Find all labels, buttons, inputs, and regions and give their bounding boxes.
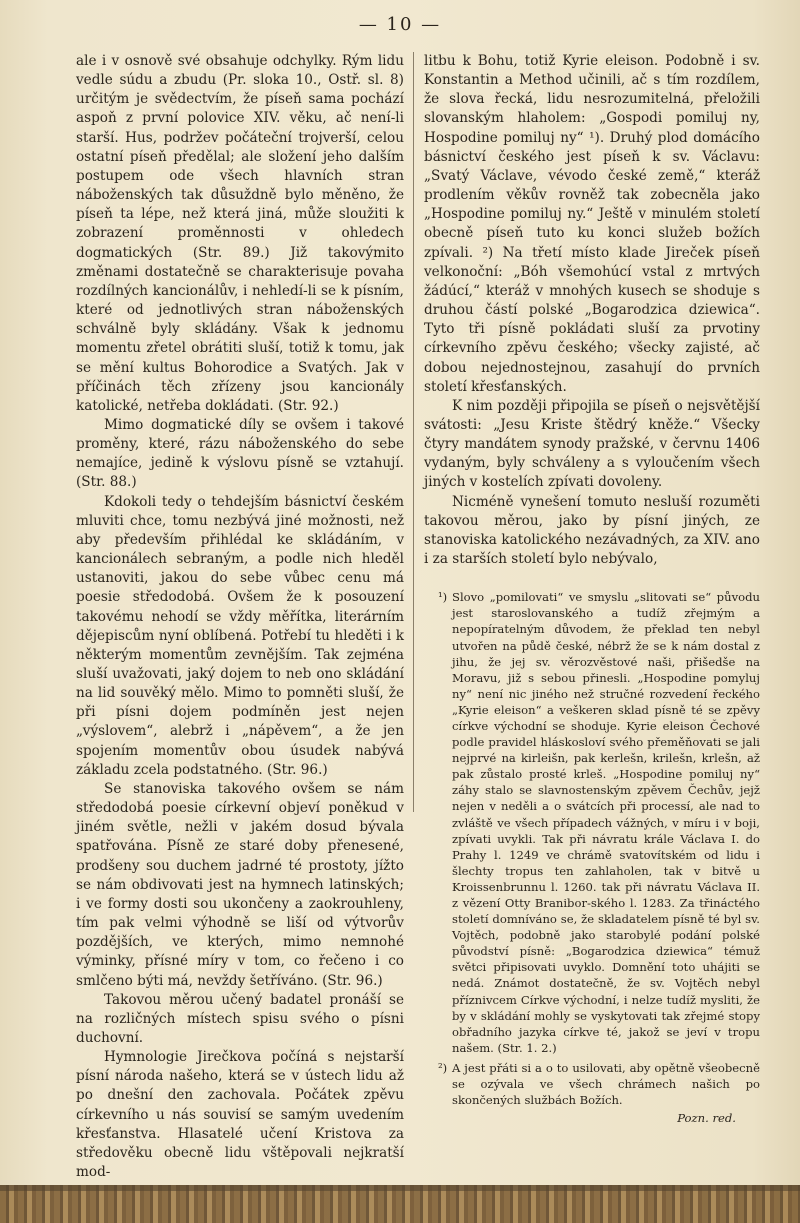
editor-signature: Pozn. red.: [677, 1111, 736, 1126]
paragraph: Hymnologie Jirečkova počíná s nejstarší písní národa našeho, která se v ústech lidu až po dnešní den zachovala. Počátek zpěvu církevního u nás souvisí se samým uvedením křesťanstva. Hlasatelé učení Kristova za středověku obecně lidu vštěpovali nejkratší mod-: [76, 1049, 404, 1181]
page-number: — 10 —: [358, 14, 442, 35]
footnote: [424, 1060, 760, 1108]
footnote-text: Slovo „pomilovati“ ve smyslu „slitovati se“ původu jest staroslovanského a tudíž zřejmým a nepopíratelným důvodem, že překlad ten nebyl utvořen na půdě české, nébrž že se k nám dostal z jihu, že jej sv. věrozvěstové naši, přišedše na Moravu, již s sebou přinesli. „Hospodine pomyluj ny“ není nic jiného než stručné rozvedení řeckého „Kyrie eleison“ a veškeren sklad písně té se zpěvy církve východní se shoduje. Kyrie eleison Čechové podle pravidel hláskosloví svého přeměňovati se jali nejprvé na kirleišn, pak kerlešn, krilešn, krlešn, až pak zůstalo prosté krleš. „Hospodine pomiluj ny“ záhy stalo se slavnostenským zpěvem Čechův, jejž nejen v neděli a o svátcích při processí, ale nad to zvláště ve všech případech vážných, v míru i v boji, zpívati uvykli. Tak při návratu krále Václava I. do Prahy l. 1249 ve chrámě svatovítském od lidu i šlechty tropus ten zahlaholen, tak v bitvě u Kroissenbrunnu l. 1260. tak při návratu Václava II. z vězení Otty Branibor-ského l. 1283. Za třináctého století domníváno se, že skladatelem písně té byl sv. Vojtěch, podobně jako starobylé podání polské původství písně: „Bogarodzica dziewica“ témuž světci připisovati uvyklo. Domnění toto uhájiti se nedá. Známot dostatečně, že sv. Vojtěch nebyl příznivcem Církve východní, i nelze tudíž mysliti, že by v skládání mohly se vyskytovati tak zřejmé stopy obřadního jazyka církve té, jakož se jeví v tropu našem. (Str. 1. 2.): [452, 590, 760, 1055]
right-column: [424, 52, 760, 1126]
paragraph: ale i v osnově své obsahuje odchylky. Rým lidu vedle súdu a zbudu (Pr. sloka 10., Ostř. sl. 8) určitým je svědectvím, že píseň sama pochází aspoň z první polovice XIV. věku, ač není-li starší. Hus, podržev počáteční trojverší, celou ostatní píseň předělal; ale složení jeho dalším postupem ode všech hlavních stran náboženských tak důsuždně bylo měněno, že píseň ta lépe, než která jiná, může sloužiti k zobrazení proměnnosti v ohledech dogmatických (Str. 89.) Již takovýmito změnami dostatečně se charakterisuje povaha rozdílných kancionálův, i nehledí-li se k písním, které od jednotlivých stran náboženských schválně byly skládány. Však k jednomu momentu zřetel obrátiti sluší, totiž k tomu, jak se mění kultus Bohorodice a Svatých. Jak v příčinách těch zřízeny jsou kancionály katolické, netřeba dokládati. (Str. 92.): [76, 53, 404, 414]
paragraph: Se stanoviska takového ovšem se nám středodobá poesie církevní objeví poněkud v jiném světle, nežli v jakém dosud bývala spatřována. Písně ze staré doby přenesené, prodšeny sou duchem jadrné té prostoty, jížto se nám obdivovati jest na hymnech latinských; i ve formy dosti sou ukončeny a zaokrouhleny, tím pak velmi výhodně se liší od výtvorův pozdějších, ve kterých, mimo nemnohé výminky, přísné míry v tom, co řečeno i co smlčeno býti má, nevždy šetříváno. (Str. 96.): [76, 780, 404, 989]
page-edge-border: [0, 1185, 800, 1223]
footnote-mark: ²): [438, 1060, 448, 1075]
paragraph: Mimo dogmatické díly se ovšem i takové proměny, které, rázu náboženského do sebe nemajíce, jedině k výslovu písně se vztahují. (Str. 88.): [76, 416, 404, 491]
paragraph: litbu k Bohu, totiž Kyrie eleison. Podobně i sv. Konstantin a Method učinili, ač s tím rozdílem, že slova řecká, lidu nesrozumitelná, přeložili slovanským hlaholem: „Gospodi pomiluj ny, Hospodine pomiluj ny“ ¹). Druhý plod domácího básnictví českého jest píseň k sv. Václavu: „Svatý Václave, vévodo české země,“ kteráž prodlením věkův rovněž tak zobecněla jako „Hospodine pomiluj ny.“ Ještě v minulém století obecně píseň tuto ku konci služeb božích zpívali. ²) Na třetí místo klade Jireček píseň velkonoční: „Bóh všemohúcí vstal z mrtvých žádúcí,“ kteráž v mnohých kusech se shoduje s druhou částí polské „Bogarodzica dziewica“. Tyto tři písně pokládati sluší za prvotiny církevního zpěvu českého; všecky zajisté, ač dobou nejednostejnou, zasahují do prvních století křesťanských.: [424, 53, 760, 395]
left-column: [76, 52, 404, 1182]
footnote-mark: ¹): [438, 590, 448, 605]
paragraph: Kdokoli tedy o tehdejším básnictví českém mluviti chce, tomu nezbývá jiné možnosti, než aby především přihlédal ke skládáním, v kancionálech sebraným, a podle nich hleděl ustanoviti, jakou do sebe vůbec cenu má poesie středodobá. Ovšem že k posouzení takovému nehodí se vždy měřítka, literárním dějepiscům nyní oblíbená. Potřebí tu hleděti i k některým momentům zevnějším. Tak zejména sluší uvažovati, jaký dojem to neb ono skládání na lid souvěký mělo. Mimo to pomněti sluší, že při písni dojem podmíněn jest nejen „výslovem“, alebrž i „nápěvem“, a že jen spojením momentův obou úsudek nabývá základu zcela podstatného. (Str. 96.): [76, 493, 404, 778]
paragraph: Nicméně vynešení tomuto nesluší rozuměti takovou měrou, jako by písní jiných, ze stanoviska katolického nezávadných, za XIV. ano i za starších století bylo nebývalo,: [424, 493, 760, 568]
footnote-text: A jest přáti si a o to usilovati, aby opětně všeobecně se ozývala ve všech chrámech našich po skončených službách Božích.: [452, 1060, 760, 1108]
footnote: [424, 589, 760, 1056]
column-divider: [413, 52, 414, 812]
paragraph: Takovou měrou učený badatel pronáší se na rozličných místech spisu svého o písni duchovní.: [76, 991, 404, 1046]
paragraph: K nim později připojila se píseň o nejsvětější svátosti: „Jesu Kriste štědrý kněže.“ Všecky čtyry mandátem synody pražské, v červnu 1406 vydaným, byly schváleny a s vyloučením všech jiných v kostelích zpívati dovoleny.: [424, 397, 760, 491]
footnotes: [424, 589, 760, 1126]
